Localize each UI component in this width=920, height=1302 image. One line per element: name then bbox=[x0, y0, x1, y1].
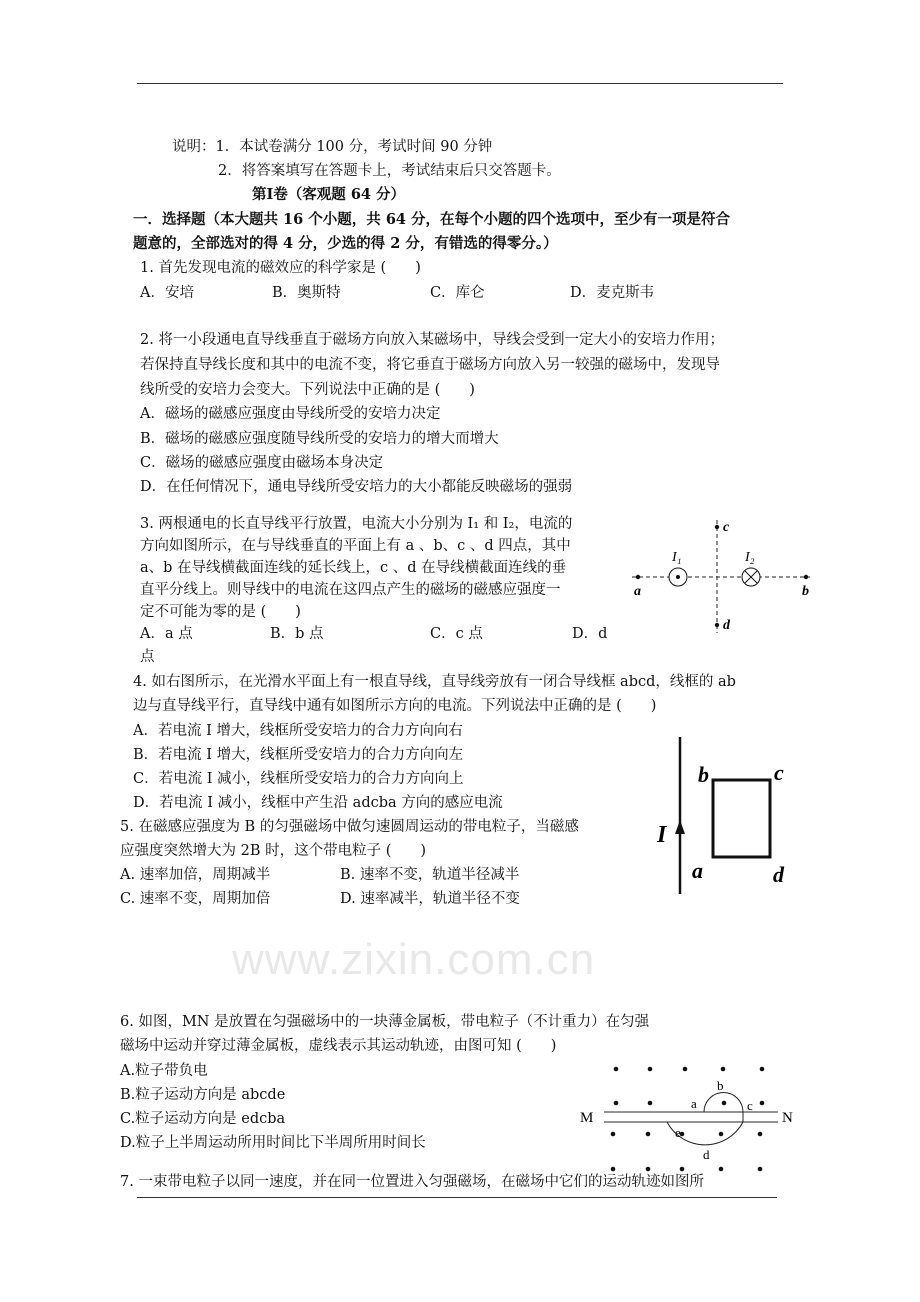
q4-figure bbox=[655, 732, 800, 897]
label-b: b bbox=[698, 762, 709, 787]
q5-option-d: D. 速率减半，轨道半径不变 bbox=[340, 891, 520, 907]
label-d: d bbox=[723, 618, 730, 633]
question-3-stem: 直平分线上。则导线中的电流在这四点产生的磁场的磁感应强度一 bbox=[140, 582, 561, 598]
question-5-stem: 5. 在磁感应强度为 B 的匀强磁场中做匀速圆周运动的带电粒子，当磁感 bbox=[120, 819, 579, 835]
label-d: d bbox=[773, 862, 784, 887]
q6-option-a: A.粒子带负电 bbox=[120, 1063, 208, 1079]
question-3-stem: a、b 在导线横截面连线的延长线上，c 、d 在导线横截面连线的垂 bbox=[140, 560, 567, 576]
label-a: a bbox=[691, 1096, 697, 1111]
q2-option-a: A．磁场的磁感应强度由导线所受的安培力决定 bbox=[140, 406, 441, 422]
q2-option-c: C．磁场的磁感应强度由磁场本身决定 bbox=[140, 455, 384, 471]
q4-option-b: B．若电流 I 增大，线框所受安培力的合力方向向左 bbox=[133, 747, 464, 763]
label-c: c bbox=[723, 520, 730, 535]
label-current: I bbox=[657, 822, 667, 848]
q4-option-c: C．若电流 I 减小，线框所受安培力的合力方向向上 bbox=[133, 771, 464, 787]
label-e: e bbox=[675, 1125, 681, 1140]
instructions-1: 说明：1．本试卷满分 100 分，考试时间 90 分钟 bbox=[172, 139, 493, 155]
q6-figure bbox=[570, 1062, 800, 1177]
question-6-stem: 6. 如图，MN 是放置在匀强磁场中的一块薄金属板，带电粒子（不计重力）在匀强 bbox=[120, 1014, 650, 1030]
question-3-stem: 3. 两根通电的长直导线平行放置，电流大小分别为 I₁ 和 I₂，电流的 bbox=[140, 516, 573, 532]
question-2-stem: 线所受的安培力会变大。下列说法中正确的是 ( ) bbox=[140, 382, 475, 398]
q3-option-a: A．a 点 bbox=[140, 626, 193, 642]
question-2-stem: 2. 将一小段通电直导线垂直于磁场方向放入某磁场中，导线会受到一定大小的安培力作用； bbox=[140, 332, 724, 348]
label-i1: I₁ bbox=[672, 550, 682, 565]
label-a: a bbox=[634, 584, 641, 599]
question-2-stem: 若保持直导线长度和其中的电流不变，将它垂直于磁场方向放入另一较强的磁场中，发现导 bbox=[140, 357, 720, 373]
q1-option-d: D．麦克斯韦 bbox=[570, 285, 655, 301]
q5-option-a: A. 速率加倍，周期减半 bbox=[120, 867, 271, 883]
instructions-2: 2．将答案填写在答题卡上，考试结束后只交答题卡。 bbox=[218, 163, 561, 179]
question-3-stem: 定不可能为零的是 ( ) bbox=[140, 604, 301, 620]
q3-figure bbox=[620, 515, 820, 640]
question-4-stem: 边与直导线平行，直导线中通有如图所示方向的电流。下列说法中正确的是 ( ) bbox=[133, 698, 657, 714]
question-5-stem: 应强度突然增大为 2B 时，这个带电粒子 ( ) bbox=[120, 843, 427, 859]
section-heading-1: 一．选择题（本大题共 16 个小题，共 64 分，在每个小题的四个选项中，至少有一项是符合 bbox=[133, 211, 731, 228]
question-6-stem: 磁场中运动并穿过薄金属板，虚线表示其运动轨迹，由图可知 ( ) bbox=[120, 1038, 557, 1054]
label-a: a bbox=[692, 858, 703, 883]
q2-option-b: B．磁场的磁感应强度随导线所受的安培力的增大而增大 bbox=[140, 431, 499, 447]
q2-option-d: D．在任何情况下，通电导线所受安培力的大小都能反映磁场的强弱 bbox=[140, 479, 573, 495]
label-m: M bbox=[580, 1110, 594, 1126]
q3-option-d-cont: 点 bbox=[140, 649, 155, 665]
question-1-stem: 1. 首先发现电流的磁效应的科学家是 ( ) bbox=[140, 260, 421, 276]
q3-option-b: B．b 点 bbox=[270, 626, 324, 642]
q6-option-c: C.粒子运动方向是 edcba bbox=[120, 1111, 286, 1127]
q1-option-c: C．库仑 bbox=[430, 285, 485, 301]
question-4-stem: 4. 如右图所示，在光滑水平面上有一根直导线，直导线旁放有一闭合导线框 abcd，线框的 ab bbox=[133, 674, 736, 690]
q6-option-b: B.粒子运动方向是 abcde bbox=[120, 1087, 286, 1103]
label-c: c bbox=[747, 1098, 753, 1113]
label-c: c bbox=[774, 760, 784, 785]
q6-option-d: D.粒子上半周运动所用时间比下半周所用时间长 bbox=[120, 1135, 426, 1151]
bottom-rule bbox=[137, 1197, 777, 1198]
q5-option-b: B. 速率不变，轨道半径减半 bbox=[340, 867, 520, 883]
q4-option-d: D．若电流 I 减小，线框中产生沿 adcba 方向的感应电流 bbox=[133, 795, 503, 811]
label-b: b bbox=[802, 584, 809, 599]
question-7-stem: 7. 一束带电粒子以同一速度，并在同一位置进入匀强磁场，在磁场中它们的运动轨迹如图所 bbox=[120, 1174, 704, 1190]
part-title: 第Ⅰ卷（客观题 64 分） bbox=[252, 186, 406, 203]
q3-option-d: D．d bbox=[572, 626, 608, 642]
label-n: N bbox=[782, 1110, 793, 1126]
q1-option-a: A．安培 bbox=[140, 285, 194, 301]
q4-option-a: A．若电流 I 增大，线框所受安培力的合力方向向右 bbox=[133, 723, 463, 739]
q5-option-c: C. 速率不变，周期加倍 bbox=[120, 891, 271, 907]
top-rule bbox=[137, 83, 783, 84]
q1-option-b: B．奥斯特 bbox=[272, 285, 341, 301]
question-3-stem: 方向如图所示，在与导线垂直的平面上有 a 、b、c 、d 四点，其中 bbox=[140, 538, 571, 554]
label-b: b bbox=[717, 1078, 724, 1093]
q3-option-c: C．c 点 bbox=[430, 626, 483, 642]
section-heading-2: 题意的，全部选对的得 4 分，少选的得 2 分，有错选的得零分。） bbox=[133, 235, 558, 252]
watermark: www.zixin.com.cn bbox=[232, 935, 596, 984]
label-d: d bbox=[703, 1147, 710, 1162]
label-i2: I₂ bbox=[745, 550, 755, 565]
